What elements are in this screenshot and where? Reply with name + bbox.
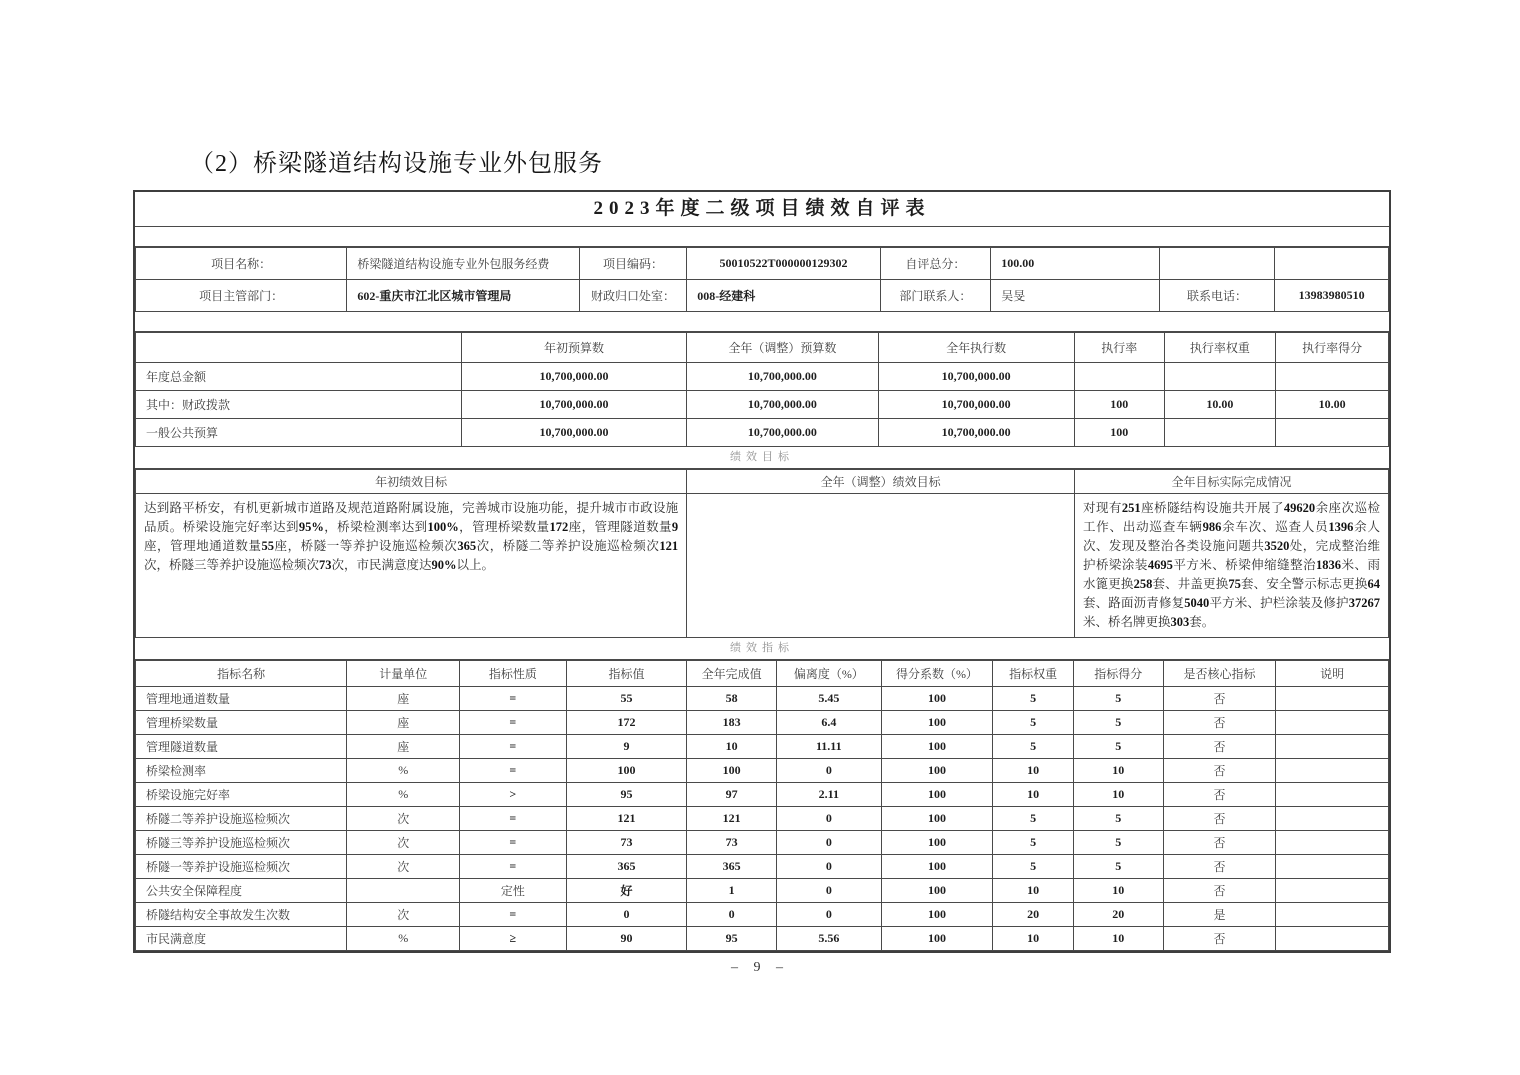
indicator-nature: ≥ (460, 927, 567, 951)
spacer-row (135, 227, 1389, 247)
indicator-actual: 95 (687, 927, 777, 951)
indicator-score: 10 (1073, 759, 1163, 783)
finance-office-label: 财政归口处室： (579, 280, 687, 312)
indicator-unit: 次 (347, 903, 460, 927)
indicator-coefficient: 100 (881, 831, 993, 855)
indicator-name: 桥隧结构安全事故发生次数 (136, 903, 347, 927)
goals-table (135, 469, 1389, 638)
budget-rate-weight (1164, 419, 1276, 447)
indicator-weight: 20 (993, 903, 1074, 927)
indicator-note (1276, 759, 1389, 783)
indicator-target: 365 (566, 855, 687, 879)
indicator-note (1276, 783, 1389, 807)
indicator-deviation: 2.11 (777, 783, 882, 807)
indicator-note (1276, 903, 1389, 927)
indicator-row (136, 879, 1389, 903)
indicator-target: 73 (566, 831, 687, 855)
indicator-note (1276, 831, 1389, 855)
indicator-coefficient: 100 (881, 855, 993, 879)
indicator-score: 5 (1073, 711, 1163, 735)
indicator-row (136, 711, 1389, 735)
indicator-weight: 5 (993, 687, 1074, 711)
budget-row-label: 一般公共预算 (136, 419, 462, 447)
indicator-note (1276, 735, 1389, 759)
section-heading: （2）桥梁隧道结构设施专业外包服务 (190, 151, 603, 177)
indicator-score: 5 (1073, 831, 1163, 855)
budget-executed: 10,700,000.00 (878, 391, 1074, 419)
indicator-nature: = (460, 903, 567, 927)
indicator-row (136, 783, 1389, 807)
goals-header-row (136, 470, 1389, 494)
indicator-nature: 定性 (460, 879, 567, 903)
indicator-coefficient: 100 (881, 687, 993, 711)
empty-cell (1159, 248, 1275, 280)
indicator-header-row (136, 661, 1389, 687)
budget-executed: 10,700,000.00 (878, 419, 1074, 447)
indicator-deviation: 0 (777, 879, 882, 903)
indicator-name: 桥隧一等养护设施巡检频次 (136, 855, 347, 879)
project-info-table (135, 247, 1389, 312)
budget-rate-weight: 10.00 (1164, 391, 1276, 419)
indicator-name: 桥梁设施完好率 (136, 783, 347, 807)
budget-header-initial: 年初预算数 (461, 333, 686, 363)
indicator-nature: = (460, 855, 567, 879)
goals-content-row (136, 494, 1389, 638)
indicator-deviation: 0 (777, 903, 882, 927)
indicator-row (136, 759, 1389, 783)
indicator-note (1276, 879, 1389, 903)
indicator-nature: > (460, 783, 567, 807)
goals-header-initial: 年初绩效目标 (136, 470, 687, 494)
indicator-core: 否 (1163, 807, 1276, 831)
page-number: – 9 – (731, 960, 789, 975)
indicator-core: 否 (1163, 687, 1276, 711)
budget-rate: 100 (1074, 419, 1164, 447)
budget-adjusted: 10,700,000.00 (687, 391, 878, 419)
budget-adjusted: 10,700,000.00 (687, 419, 878, 447)
budget-row-total (136, 363, 1389, 391)
indicator-note (1276, 927, 1389, 951)
indicator-core: 否 (1163, 783, 1276, 807)
indicator-nature: = (460, 687, 567, 711)
indicator-deviation: 5.45 (777, 687, 882, 711)
indicator-score: 5 (1073, 735, 1163, 759)
project-name-value: 桥梁隧道结构设施专业外包服务经费 (347, 248, 579, 280)
indicator-core: 是 (1163, 903, 1276, 927)
indicator-unit: 座 (347, 711, 460, 735)
indicator-coefficient: 100 (881, 711, 993, 735)
indicator-name: 公共安全保障程度 (136, 879, 347, 903)
contact-value: 吴旻 (991, 280, 1159, 312)
indicator-weight: 10 (993, 759, 1074, 783)
indicator-target: 100 (566, 759, 687, 783)
indicator-name: 管理地通道数量 (136, 687, 347, 711)
goals-header-adjusted: 全年（调整）绩效目标 (687, 470, 1075, 494)
indicator-unit: % (347, 759, 460, 783)
self-evaluation-table (133, 190, 1391, 953)
finance-office-value: 008-经建科 (687, 280, 880, 312)
indicator-coefficient: 100 (881, 879, 993, 903)
budget-header-row (136, 333, 1389, 363)
indicator-note (1276, 711, 1389, 735)
indicator-weight: 5 (993, 735, 1074, 759)
ind-header-weight: 指标权重 (993, 661, 1074, 687)
indicator-core: 否 (1163, 831, 1276, 855)
info-row-project (136, 248, 1389, 280)
indicator-name: 桥隧二等养护设施巡检频次 (136, 807, 347, 831)
indicator-note (1276, 687, 1389, 711)
indicator-actual: 10 (687, 735, 777, 759)
indicator-name: 管理桥梁数量 (136, 711, 347, 735)
indicator-row (136, 735, 1389, 759)
budget-rate (1074, 363, 1164, 391)
indicator-nature: = (460, 807, 567, 831)
goals-actual-text: 对现有251座桥隧结构设施共开展了49620余座次巡检工作、出动巡查车辆986余车次、巡查人员1396余人次、发现及整治各类设施问题共3520处，完成整治维护桥梁涂装4695平方米、桥梁伸缩缝整治1836米、雨水篦更换258套、井盖更换75套、安全警示标志更换64套、路面沥青修复5040平方米、护栏涂装及修护37267米、桥名牌更换303套。 (1074, 494, 1388, 638)
indicator-row (136, 807, 1389, 831)
indicator-row (136, 855, 1389, 879)
indicator-name: 市民满意度 (136, 927, 347, 951)
budget-table (135, 332, 1389, 447)
indicator-name: 管理隧道数量 (136, 735, 347, 759)
budget-header-adjusted: 全年（调整）预算数 (687, 333, 878, 363)
indicator-unit: 座 (347, 735, 460, 759)
ind-header-note: 说明 (1276, 661, 1389, 687)
indicator-coefficient: 100 (881, 735, 993, 759)
indicator-row (136, 927, 1389, 951)
table-title: 2023年度二级项目绩效自评表 (135, 192, 1389, 227)
goals-band-title: 绩效目标 (135, 447, 1389, 469)
indicator-weight: 5 (993, 711, 1074, 735)
budget-header-rate-weight: 执行率权重 (1164, 333, 1276, 363)
indicator-deviation: 5.56 (777, 927, 882, 951)
goals-adjusted-text (687, 494, 1075, 638)
phone-value: 13983980510 (1275, 280, 1389, 312)
indicator-target: 0 (566, 903, 687, 927)
budget-row-public (136, 419, 1389, 447)
indicator-unit: % (347, 927, 460, 951)
phone-label: 联系电话： (1159, 280, 1275, 312)
indicator-target: 55 (566, 687, 687, 711)
indicator-score: 20 (1073, 903, 1163, 927)
indicator-coefficient: 100 (881, 927, 993, 951)
dept-label: 项目主管部门： (136, 280, 347, 312)
indicator-actual: 100 (687, 759, 777, 783)
indicator-note (1276, 855, 1389, 879)
indicator-weight: 5 (993, 807, 1074, 831)
empty-cell (1275, 248, 1389, 280)
budget-rate-score (1276, 363, 1389, 391)
indicator-nature: = (460, 759, 567, 783)
indicator-name: 桥隧三等养护设施巡检频次 (136, 831, 347, 855)
budget-initial: 10,700,000.00 (461, 391, 686, 419)
indicator-target: 172 (566, 711, 687, 735)
indicator-note (1276, 807, 1389, 831)
indicator-coefficient: 100 (881, 807, 993, 831)
indicator-actual: 0 (687, 903, 777, 927)
budget-initial: 10,700,000.00 (461, 363, 686, 391)
indicator-deviation: 0 (777, 759, 882, 783)
indicator-deviation: 6.4 (777, 711, 882, 735)
indicator-actual: 97 (687, 783, 777, 807)
indicator-unit: 座 (347, 687, 460, 711)
indicator-nature: = (460, 735, 567, 759)
ind-header-core: 是否核心指标 (1163, 661, 1276, 687)
budget-executed: 10,700,000.00 (878, 363, 1074, 391)
budget-rate-weight (1164, 363, 1276, 391)
indicator-weight: 10 (993, 879, 1074, 903)
indicator-unit: 次 (347, 855, 460, 879)
project-name-label: 项目名称： (136, 248, 347, 280)
dept-value: 602-重庆市江北区城市管理局 (347, 280, 579, 312)
indicator-score: 5 (1073, 855, 1163, 879)
budget-rate: 100 (1074, 391, 1164, 419)
indicator-score: 5 (1073, 687, 1163, 711)
indicator-target: 121 (566, 807, 687, 831)
indicator-actual: 58 (687, 687, 777, 711)
indicators-table (135, 660, 1389, 951)
indicator-unit: 次 (347, 831, 460, 855)
indicator-unit: % (347, 783, 460, 807)
indicator-actual: 1 (687, 879, 777, 903)
budget-header-rate: 执行率 (1074, 333, 1164, 363)
ind-header-score: 指标得分 (1073, 661, 1163, 687)
ind-header-deviation: 偏离度（%） (777, 661, 882, 687)
indicator-core: 否 (1163, 759, 1276, 783)
indicator-actual: 73 (687, 831, 777, 855)
indicator-weight: 10 (993, 927, 1074, 951)
budget-header-executed: 全年执行数 (878, 333, 1074, 363)
project-code-label: 项目编码： (579, 248, 687, 280)
indicator-target: 95 (566, 783, 687, 807)
indicator-target: 9 (566, 735, 687, 759)
goals-header-actual: 全年目标实际完成情况 (1074, 470, 1388, 494)
budget-header-rate-score: 执行率得分 (1276, 333, 1389, 363)
ind-header-name: 指标名称 (136, 661, 347, 687)
indicator-actual: 365 (687, 855, 777, 879)
indicator-unit (347, 879, 460, 903)
budget-adjusted: 10,700,000.00 (687, 363, 878, 391)
indicator-deviation: 11.11 (777, 735, 882, 759)
indicator-score: 5 (1073, 807, 1163, 831)
budget-row-label: 年度总金额 (136, 363, 462, 391)
indicator-weight: 5 (993, 855, 1074, 879)
contact-label: 部门联系人： (880, 280, 991, 312)
budget-header-blank (136, 333, 462, 363)
indicator-unit: 次 (347, 807, 460, 831)
indicator-coefficient: 100 (881, 759, 993, 783)
indicator-score: 10 (1073, 927, 1163, 951)
indicator-weight: 5 (993, 831, 1074, 855)
ind-header-unit: 计量单位 (347, 661, 460, 687)
self-score-value: 100.00 (991, 248, 1159, 280)
indicator-score: 10 (1073, 879, 1163, 903)
indicator-target: 90 (566, 927, 687, 951)
indicator-core: 否 (1163, 711, 1276, 735)
budget-rate-score: 10.00 (1276, 391, 1389, 419)
self-score-label: 自评总分： (880, 248, 991, 280)
indicator-row (136, 831, 1389, 855)
ind-header-nature: 指标性质 (460, 661, 567, 687)
ind-header-actual: 全年完成值 (687, 661, 777, 687)
indicator-weight: 10 (993, 783, 1074, 807)
indicator-deviation: 0 (777, 855, 882, 879)
indicator-core: 否 (1163, 735, 1276, 759)
indicator-coefficient: 100 (881, 783, 993, 807)
budget-rate-score (1276, 419, 1389, 447)
budget-row-label: 其中：财政拨款 (136, 391, 462, 419)
indicator-name: 桥梁检测率 (136, 759, 347, 783)
indicator-core: 否 (1163, 855, 1276, 879)
spacer-row (135, 312, 1389, 332)
indicators-band-title: 绩效指标 (135, 638, 1389, 660)
indicator-deviation: 0 (777, 831, 882, 855)
indicator-actual: 183 (687, 711, 777, 735)
indicator-row (136, 903, 1389, 927)
indicator-row (136, 687, 1389, 711)
indicator-nature: = (460, 711, 567, 735)
info-row-department (136, 280, 1389, 312)
budget-row-fiscal (136, 391, 1389, 419)
ind-header-coefficient: 得分系数（%） (881, 661, 993, 687)
ind-header-target: 指标值 (566, 661, 687, 687)
indicator-core: 否 (1163, 879, 1276, 903)
goals-initial-text: 达到路平桥安，有机更新城市道路及规范道路附属设施，完善城市设施功能，提升城市市政设施品质。桥梁设施完好率达到95%，桥梁检测率达到100%，管理桥梁数量172座，管理隧道数量9座，管理地通道数量55座，桥隧一等养护设施巡检频次365次，桥隧二等养护设施巡检频次121次，桥隧三等养护设施巡检频次73次，市民满意度达90%以上。 (136, 494, 687, 638)
budget-initial: 10,700,000.00 (461, 419, 686, 447)
indicator-score: 10 (1073, 783, 1163, 807)
project-code-value: 50010522T000000129302 (687, 248, 880, 280)
indicator-deviation: 0 (777, 807, 882, 831)
indicator-nature: = (460, 831, 567, 855)
indicator-core: 否 (1163, 927, 1276, 951)
indicator-actual: 121 (687, 807, 777, 831)
indicator-target: 好 (566, 879, 687, 903)
indicator-coefficient: 100 (881, 903, 993, 927)
